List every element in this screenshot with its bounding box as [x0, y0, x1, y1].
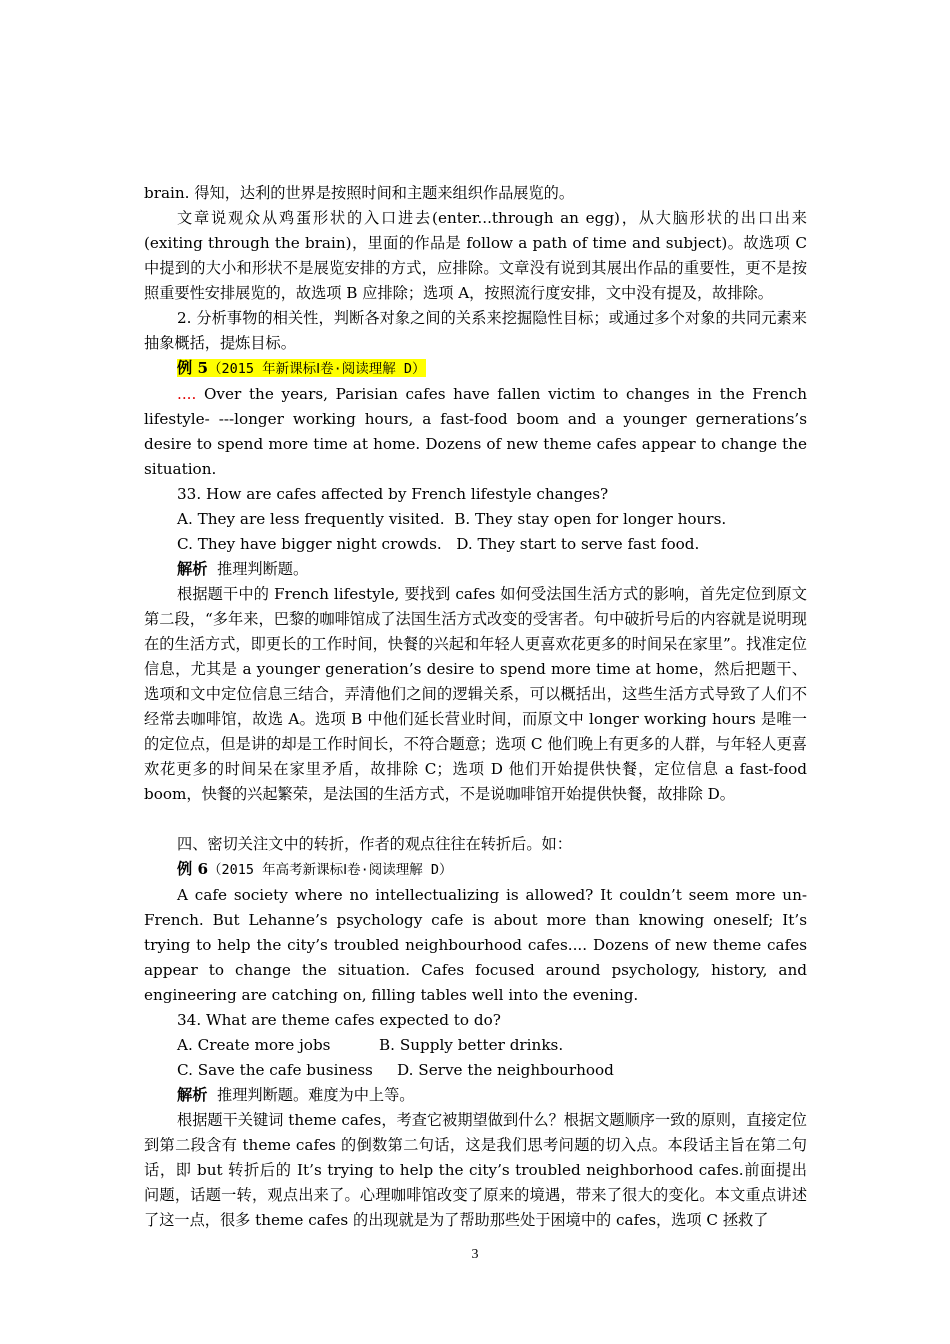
example-5-passage [144, 382, 807, 482]
analysis-6-text: 根据题干关键词 theme cafes，考查它被期望做到什么？根据文题顺序一致的原则，直接定位到第二段含有 theme cafes 的倒数第二句话，这是我们思考问题的切入点。本段话主旨在第二句话，即 but 转折后的 It’s trying to help the city’s troubled neighborhood cafes.前面提出问题，话题一转，观点出来了。心理咖啡馆改变了原来的境遇，带来了很大的变化。本文重点讲述了这一点，很多 theme cafes 的出现就是为了帮助那些处于困境中的 cafes，选项 C 拯救了 [144, 1111, 807, 1229]
analysis-label: 解析 [177, 1086, 208, 1104]
analysis-5-heading [144, 557, 807, 582]
paragraph-3: 2. 分析事物的相关性，判断各对象之间的关系来挖掘隐性目标；或通过多个对象的共同元素来抽象概括，提炼目标。 [144, 309, 807, 352]
option-d: D. They start to serve fast food. [456, 535, 700, 553]
page-number: 3 [471, 1247, 479, 1262]
question-33-options-cd [144, 532, 807, 557]
blank-line [144, 807, 807, 832]
analysis-type: 推理判断题。 [217, 560, 309, 578]
example-5-highlight [177, 359, 426, 377]
option-d: D. Serve the neighbourhood [397, 1061, 614, 1079]
question-34-options-ab [144, 1033, 807, 1058]
example-6-label: 例 6 [177, 860, 209, 878]
example-6-passage: A cafe society where no intellectualizing is allowed? It couldn’t seem more un-French. But Lehanne’s psychology cafe is about more than knowing oneself; It’s trying to help the city’s troubled neighbourhood cafes.... Dozens of new theme cafes appear to change the situation. Cafes focused around psychology, history, and engineering are catching on, filling tables well into the evening. [144, 886, 807, 1004]
paragraph-2: 文章说观众从鸡蛋形状的入口进去(enter...through an egg)，从大脑形状的出口出来(exiting through the brain)，里面的作品是 follow a path of time and subject)。故选项 C 中提到的大小和形状不是展览安排的方式，应排除。文章没有说到其展出作品的重要性，更不是按照重要性安排展览的，故选项 B 应排除；选项 A，按照流行度安排，文中没有提及，故排除。 [144, 209, 807, 302]
example-5-label: 例 5 [177, 359, 209, 377]
analysis-6-heading [144, 1083, 807, 1108]
option-a: A. They are less frequently visited. [177, 510, 445, 528]
option-a: A. Create more jobs [177, 1036, 331, 1054]
section-4-heading: 四、密切关注文中的转折，作者的观点往往在转折后。如： [177, 835, 572, 853]
option-b: B. They stay open for longer hours. [454, 510, 727, 528]
example-5-source: （2015 年新课标Ⅰ卷·阅读理解 D） [208, 361, 426, 377]
option-b: B. Supply better drinks. [379, 1036, 564, 1054]
analysis-type: 推理判断题。难度为中上等。 [217, 1086, 415, 1104]
analysis-label: 解析 [177, 560, 208, 578]
question-34: 34. What are theme cafes expected to do? [177, 1011, 501, 1029]
example-5-heading [144, 356, 807, 382]
question-34-options-cd [144, 1058, 807, 1083]
example-6-source: （2015 年高考新课标Ⅰ卷·阅读理解 D） [208, 862, 453, 878]
analysis-5-text: 根据题干中的 French lifestyle, 要找到 cafes 如何受法国生活方式的影响，首先定位到原文第二段，“多年来，巴黎的咖啡馆成了法国生活方式改变的受害者。句中破折号后的内容就是说明现在的生活方式，即更长的工作时间，快餐的兴起和年轻人更喜欢花更多的时间呆在家里”。找准定位信息，尤其是 a younger generation’s desire to spend more time at home，然后把题干、选项和文中定位信息三结合，弄清他们之间的逻辑关系，可以概括出，这些生活方式导致了人们不经常去咖啡馆，故选 A。选项 B 中他们延长营业时间，而原文中 longer working hours 是唯一的定位点，但是讲的却是工作时间长，不符合题意；选项 C 他们晚上有更多的人群，与年轻人更喜欢花更多的时间呆在家里矛盾，故排除 C；选项 D 他们开始提供快餐，定位信息 a fast-food boom，快餐的兴起繁荣，是法国的生活方式，不是说咖啡馆开始提供快餐，故排除 D。 [144, 585, 807, 803]
question-33: 33. How are cafes affected by French lifestyle changes? [177, 485, 609, 503]
paragraph-1: brain. 得知，达利的世界是按照时间和主题来组织作品展览的。 [144, 184, 575, 202]
ellipsis-mark: .... [177, 385, 197, 403]
example-6-heading [144, 857, 807, 883]
document-body [144, 181, 807, 1233]
example-5-passage-text: Over the years, Parisian cafes have fallen victim to changes in the French lifestyle- ---longer working hours, a fast-food boom and a younger gernerations’s desire to spend more time at home. Dozens of new theme cafes appear to change the situation. [144, 385, 807, 478]
option-c: C. They have bigger night crowds. [177, 535, 442, 553]
question-33-options-ab [144, 507, 807, 532]
option-c: C. Save the cafe business [177, 1061, 373, 1079]
